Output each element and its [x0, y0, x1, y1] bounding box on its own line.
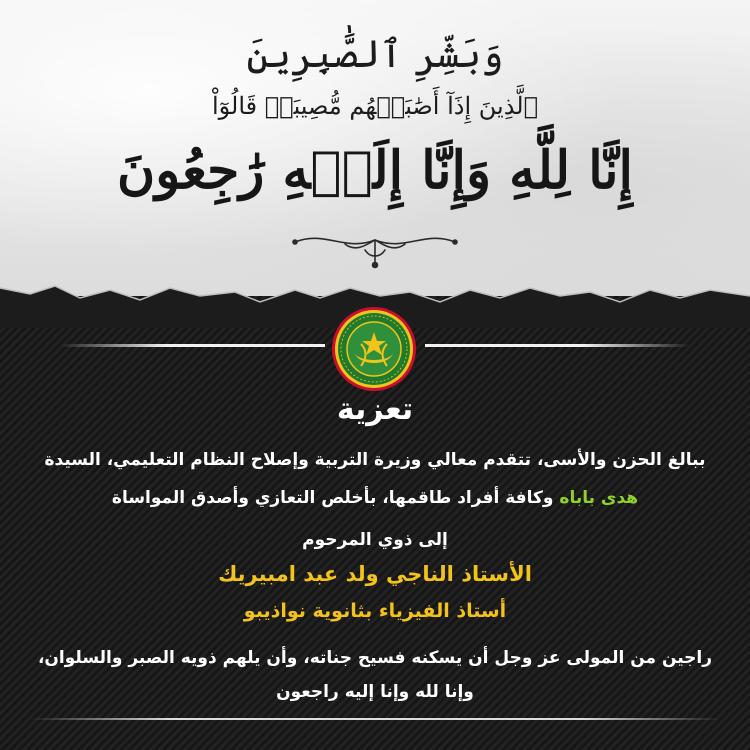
message-line-7: وإنا لله وإنا إليه راجعون: [276, 682, 474, 702]
divider-left: [60, 344, 325, 347]
divider-right: [425, 344, 690, 347]
message-line-2: [0, 488, 750, 508]
quran-verse-line-2: ٱلَّذِينَ إِذَآ أَصَٰبَتۡهُم مُّصِيبَةٞ قَالُوٓاْ: [211, 92, 539, 120]
condolence-title: تعزية: [336, 392, 414, 427]
message-line-6: راجين من المولى عز وجل أن يسكنه فسيح جناته، وأن يلهم ذويه الصبر والسلوان،: [37, 648, 713, 668]
minister-name: هدى باباه: [559, 488, 639, 508]
message-line-2-rest: وكافة أفراد طاقمها، بأخلص التعازي وأصدق المواساة: [111, 488, 560, 508]
message-line-3: إلى ذوي المرحوم: [302, 530, 448, 550]
message-line-1: ببالغ الحزن والأسى، تتقدم معالي وزيرة التربية وإصلاح النظام التعليمي، السيدة: [44, 450, 706, 470]
paper-header: [0, 0, 750, 300]
deceased-title: أستاذ الفيزياء بثانوية نواذيبو: [243, 600, 507, 622]
bottom-divider: [30, 718, 720, 720]
quran-verse-line-1: وَبَشِّرِ ٱلصَّٰبِرِينَ: [246, 32, 504, 76]
quran-verse-calligraphy: إِنَّا لِلَّهِ وَإِنَّا إِلَيۡهِ رَٰجِعُونَ: [117, 140, 633, 201]
ornament-divider-icon: [285, 222, 465, 270]
deceased-name: الأستاذ الناجي ولد عبد امبيريك: [218, 562, 532, 586]
mauritania-emblem-icon: [331, 306, 417, 392]
